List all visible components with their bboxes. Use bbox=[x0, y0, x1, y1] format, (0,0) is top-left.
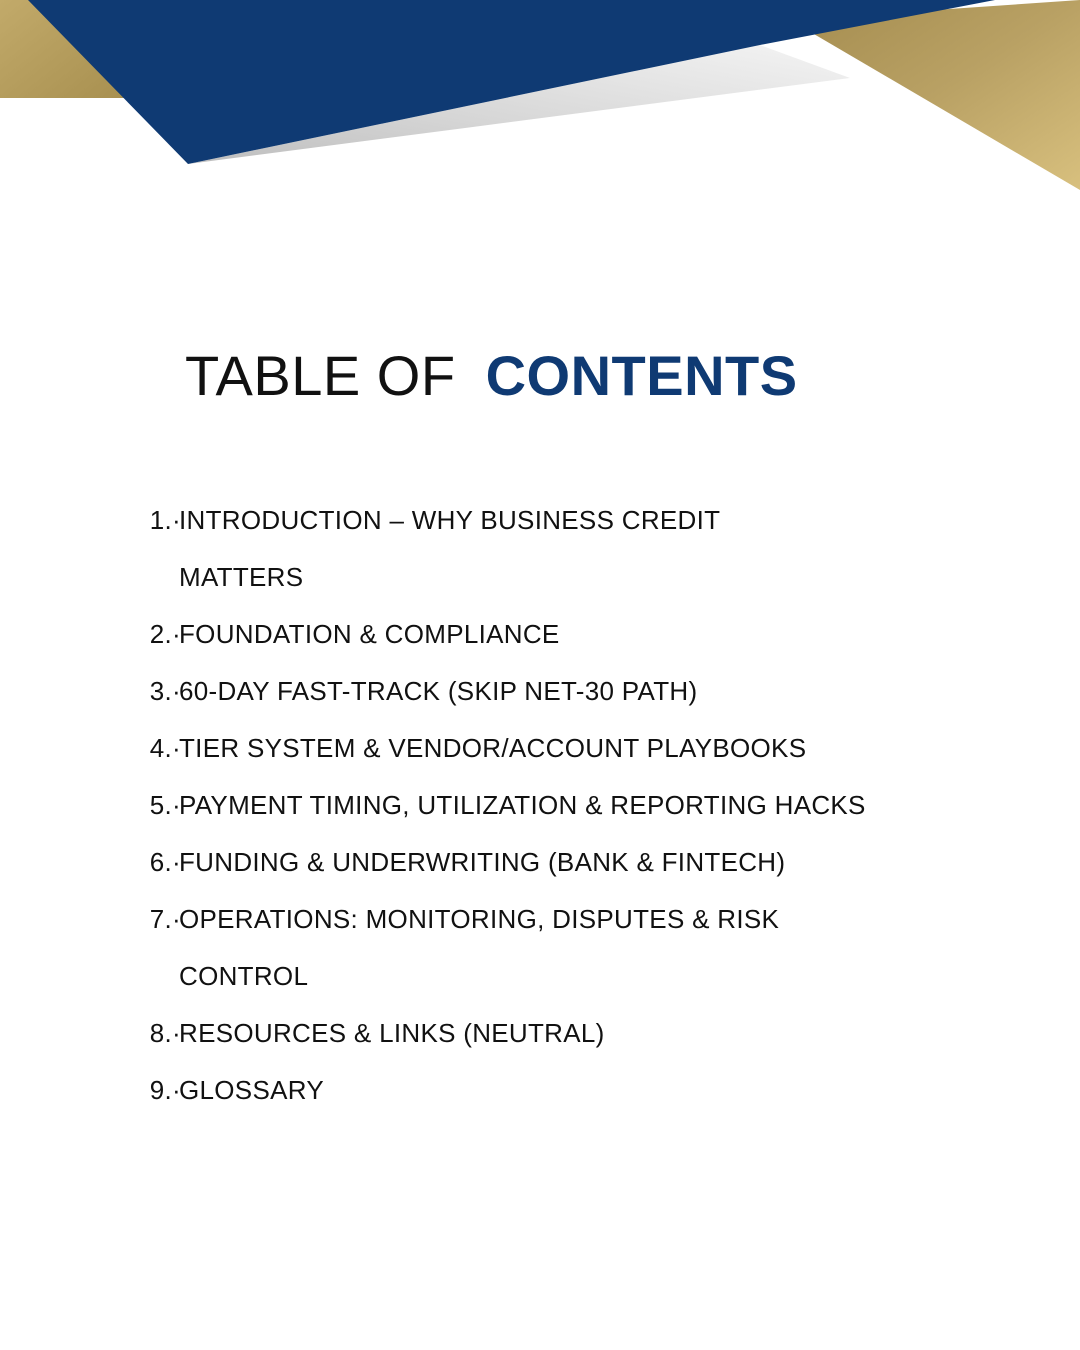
toc-item bbox=[140, 492, 1000, 606]
toc-item-text: TIER SYSTEM & VENDOR/ACCOUNT PLAYBOOKS bbox=[179, 733, 807, 763]
toc-item-separator: · bbox=[172, 1018, 181, 1048]
toc-list bbox=[140, 492, 1000, 1119]
toc-item-separator: · bbox=[172, 619, 181, 649]
toc-item-text: FOUNDATION & COMPLIANCE bbox=[179, 619, 560, 649]
toc-item-separator: · bbox=[172, 1075, 181, 1105]
title-bold-text: CONTENTS bbox=[485, 344, 798, 407]
toc-item bbox=[140, 720, 1000, 777]
toc-item-text: INTRODUCTION – WHY BUSINESS CREDIT MATTERS bbox=[179, 505, 720, 592]
toc-item-separator: · bbox=[172, 904, 181, 934]
navy-banner bbox=[28, 0, 995, 164]
toc-item-number: 7. bbox=[149, 904, 172, 934]
toc-item-text: PAYMENT TIMING, UTILIZATION & REPORTING HACKS bbox=[179, 790, 866, 820]
toc-item-text: RESOURCES & LINKS (NEUTRAL) bbox=[179, 1018, 605, 1048]
toc-item-separator: · bbox=[172, 676, 181, 706]
toc-item-number: 5. bbox=[149, 790, 172, 820]
toc-item-number: 1. bbox=[149, 505, 172, 535]
toc-item bbox=[140, 777, 1000, 834]
toc-item bbox=[140, 606, 1000, 663]
toc-item bbox=[140, 891, 1000, 1005]
page-title bbox=[185, 338, 798, 414]
toc-item bbox=[140, 1005, 1000, 1062]
toc-item-text: 60-DAY FAST-TRACK (SKIP NET-30 PATH) bbox=[179, 676, 698, 706]
toc-item-number: 8. bbox=[149, 1018, 172, 1048]
toc-item-separator: · bbox=[172, 790, 181, 820]
toc-item-number: 3. bbox=[149, 676, 172, 706]
toc-item-number: 4. bbox=[149, 733, 172, 763]
header-decoration bbox=[0, 0, 1080, 200]
toc-item-separator: · bbox=[172, 505, 181, 535]
toc-item-number: 2. bbox=[149, 619, 172, 649]
toc-item-text: GLOSSARY bbox=[179, 1075, 324, 1105]
toc-item-separator: · bbox=[172, 847, 181, 877]
toc-item-number: 9. bbox=[149, 1075, 172, 1105]
toc-item-separator: · bbox=[172, 733, 181, 763]
toc-item bbox=[140, 1062, 1000, 1119]
toc-item-text: OPERATIONS: MONITORING, DISPUTES & RISK CONTROL bbox=[179, 904, 780, 991]
toc-item bbox=[140, 834, 1000, 891]
title-light-text: TABLE OF bbox=[185, 344, 456, 407]
toc-item-text: FUNDING & UNDERWRITING (BANK & FINTECH) bbox=[179, 847, 786, 877]
toc-item bbox=[140, 663, 1000, 720]
toc-item-number: 6. bbox=[149, 847, 172, 877]
